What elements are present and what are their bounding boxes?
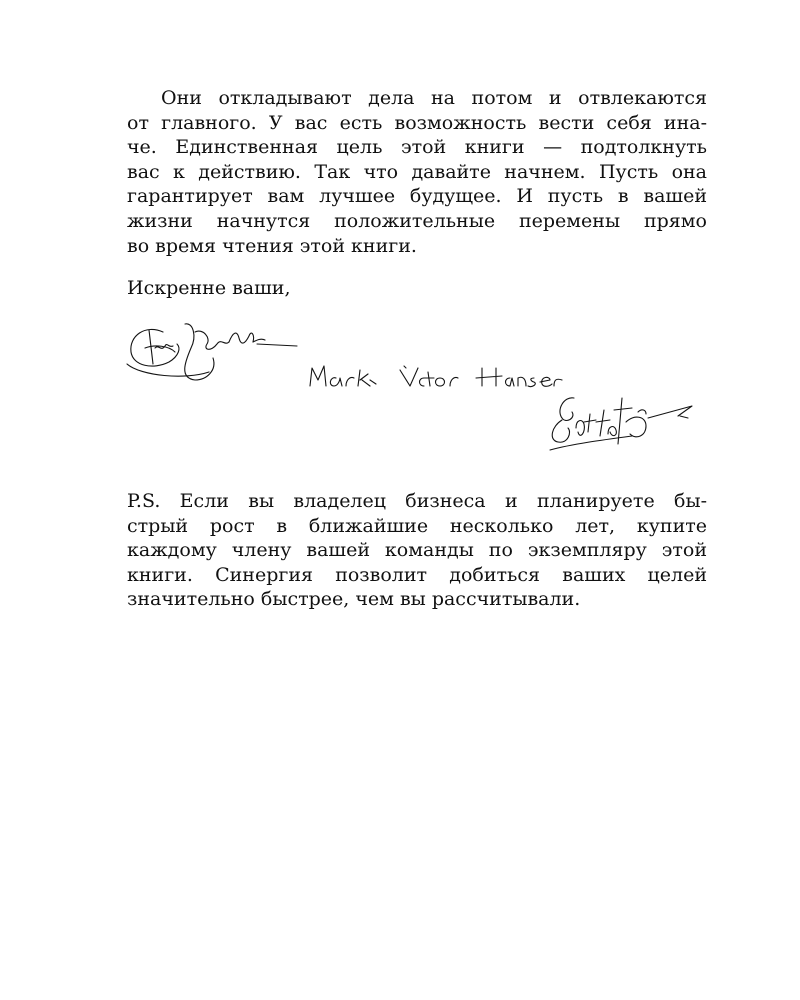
text-line: во время чтения этой книги. — [127, 234, 417, 257]
letter-body-paragraph — [127, 86, 707, 258]
text-line: каждому члену вашей команды по экземпляру этой — [127, 539, 707, 562]
text-line: Они откладывают дела на потом и отвлекаются — [161, 87, 707, 109]
text-line: от главного. У вас есть возможность вести себя ина- — [127, 111, 707, 134]
letter-closing: Искренне ваши, — [127, 277, 291, 299]
signature-les-hewitt — [542, 392, 702, 460]
text-line: книги. Синергия позволит добиться ваших целей — [127, 563, 707, 586]
text-line: че. Единственная цель этой книги — подтолкнуть — [127, 136, 707, 159]
signature-mark-victor-hansen — [306, 362, 566, 396]
text-line: стрый рост в ближайшие несколько лет, купите — [127, 514, 707, 537]
text-line: жизни начнутся положительные перемены прямо — [127, 209, 707, 232]
signature-jack-canfield — [125, 318, 305, 388]
text-line: P.S. Если вы владелец бизнеса и планируете бы- — [127, 490, 707, 512]
text-line: вас к действию. Так что давайте начнем. Пусть она — [127, 160, 707, 183]
text-line: гарантирует вам лучшее будущее. И пусть в вашей — [127, 185, 707, 208]
text-line: значительно быстрее, чем вы рассчитывали. — [127, 588, 581, 611]
postscript-paragraph — [127, 489, 707, 612]
